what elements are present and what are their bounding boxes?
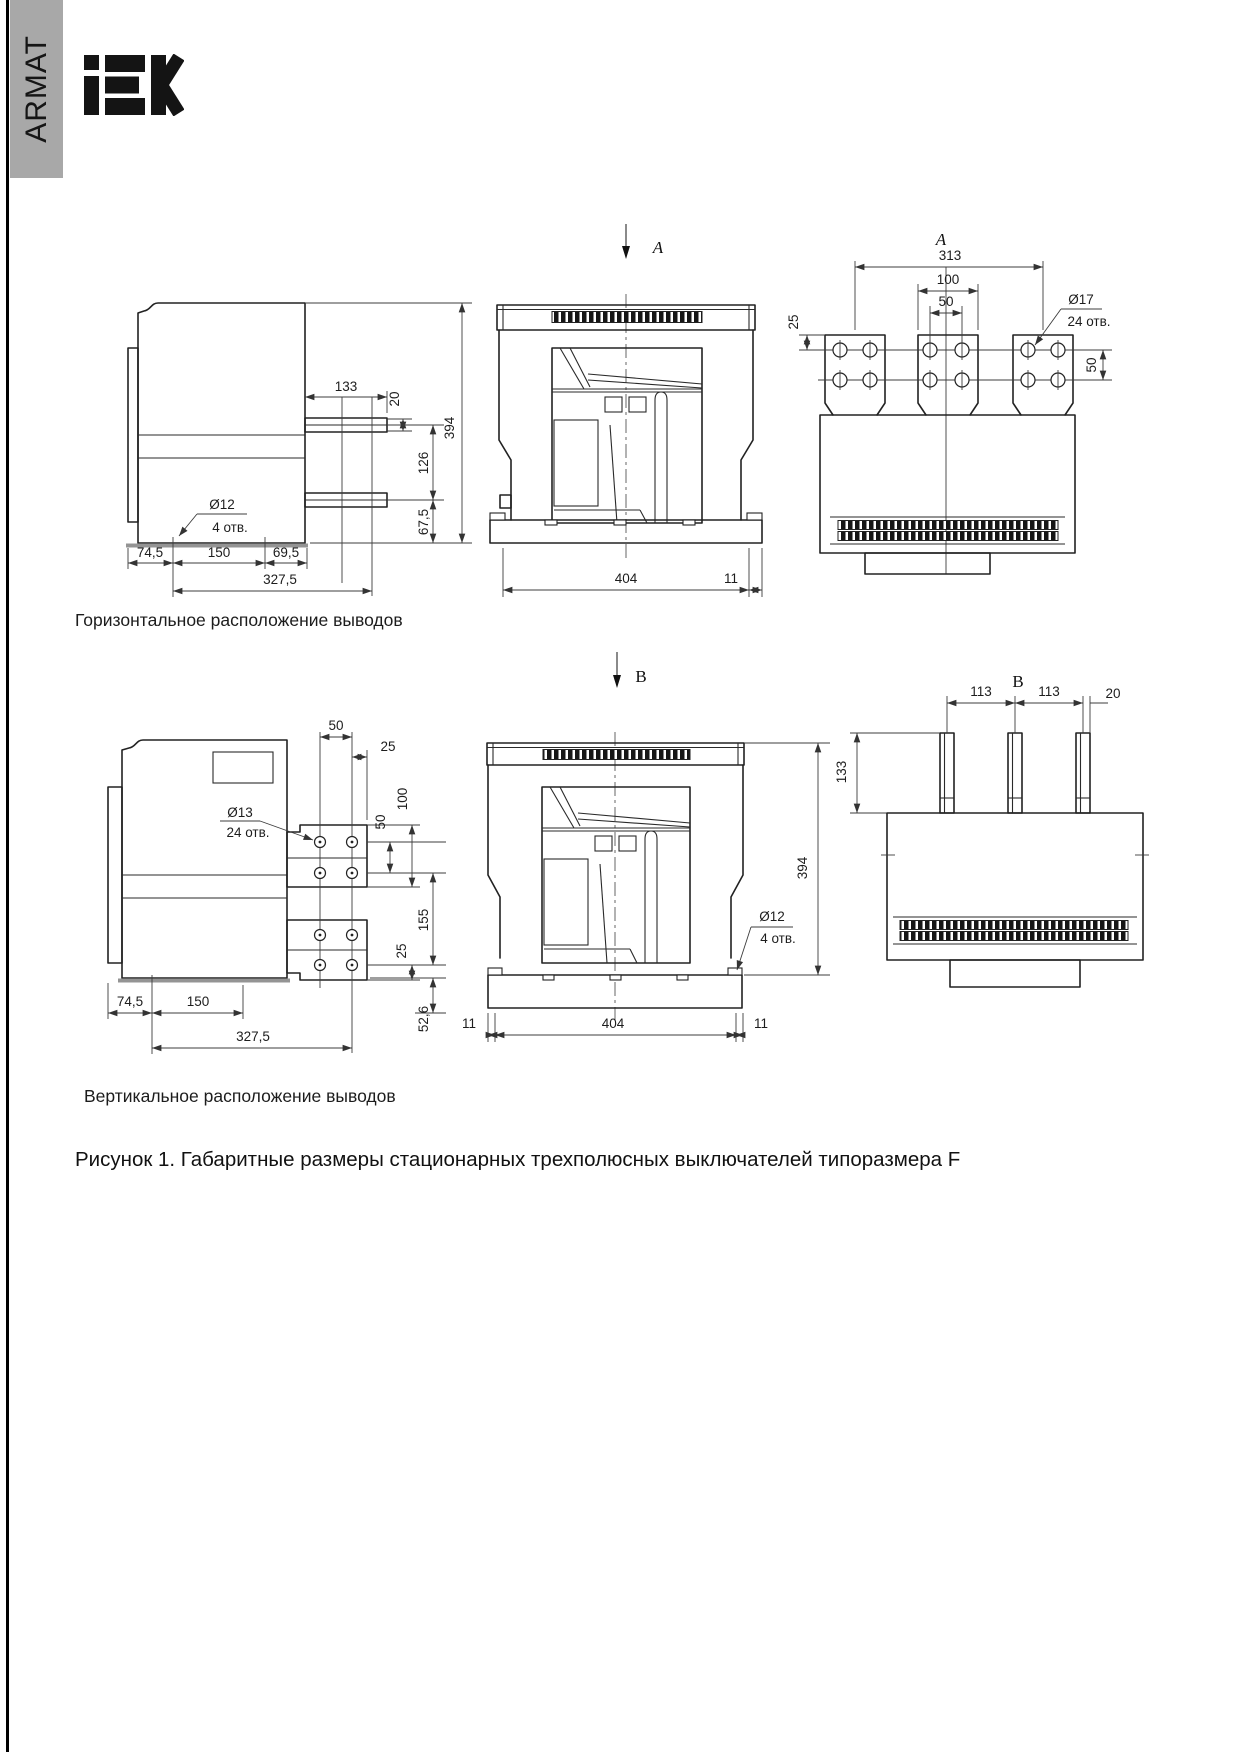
dim-155: 155: [416, 908, 431, 932]
dim-20: 20: [387, 391, 402, 407]
dim-327_5: 327,5: [263, 572, 297, 587]
dim-50: 50: [328, 718, 344, 733]
hole-callout-dia: Ø17: [1068, 292, 1094, 307]
caption-horizontal-terminals: Горизонтальное расположение выводов: [75, 610, 403, 630]
view-arrow-label-b: B: [635, 667, 647, 686]
row1-top-view: [786, 230, 1112, 574]
hole-callout-count: 4 отв.: [212, 520, 248, 535]
dim-74_5: 74,5: [136, 545, 164, 560]
view-label-a: A: [935, 230, 947, 249]
hole-callout-dia: Ø12: [759, 909, 785, 924]
dim-133: 133: [834, 760, 849, 784]
terminal-holes: [833, 340, 1065, 390]
dim-69_5: 69,5: [272, 545, 300, 560]
dim-25: 25: [380, 739, 396, 754]
dim-100: 100: [936, 272, 960, 287]
row2-side-view: [108, 718, 446, 1054]
row1-front-view: [490, 224, 762, 597]
dim-52_6: 52,6: [416, 1005, 431, 1033]
dim-150: 150: [186, 994, 210, 1009]
dim-67_5: 67,5: [416, 508, 431, 536]
dim-25-bottom: 25: [394, 943, 409, 959]
dim-133: 133: [334, 379, 358, 394]
dim-150: 150: [207, 545, 231, 560]
dim-50-right: 50: [1084, 357, 1099, 373]
row2-front-view: [462, 652, 830, 1042]
dim-113-right: 113: [1038, 684, 1060, 699]
row2-top-view: [834, 672, 1149, 987]
dim-11-right: 11: [753, 1016, 769, 1031]
dim-11-left: 11: [461, 1016, 477, 1031]
view-label-b: B: [1012, 672, 1024, 691]
dim-404: 404: [614, 571, 638, 586]
dim-50: 50: [938, 294, 954, 309]
figure-caption: Рисунок 1. Габаритные размеры стационарных трехполюсных выключателей типоразмера F: [75, 1148, 961, 1171]
dim-394: 394: [795, 856, 810, 880]
dim-20: 20: [1105, 686, 1121, 701]
dim-74_5: 74,5: [116, 994, 144, 1009]
hole-callout-count: 24 отв.: [226, 825, 270, 840]
dim-394: 394: [442, 416, 457, 440]
dim-126: 126: [416, 451, 431, 475]
dim-11: 11: [723, 571, 739, 586]
hole-callout-count: 4 отв.: [760, 931, 796, 946]
dim-327_5: 327,5: [236, 1029, 270, 1044]
armat-banner-label: ARMAT: [19, 35, 53, 143]
dim-313: 313: [938, 248, 962, 263]
dim-100: 100: [395, 787, 410, 811]
hole-callout-dia: Ø13: [227, 805, 253, 820]
caption-vertical-terminals: Вертикальное расположение выводов: [84, 1086, 396, 1106]
view-arrow-label-a: A: [652, 238, 664, 257]
dim-50-right: 50: [373, 814, 388, 830]
dim-25: 25: [786, 314, 801, 330]
row1-side-view: [126, 303, 472, 597]
dim-404: 404: [601, 1016, 625, 1031]
dim-113-left: 113: [970, 684, 992, 699]
hole-callout-dia: Ø12: [209, 497, 235, 512]
hole-callout-count: 24 отв.: [1067, 314, 1111, 329]
